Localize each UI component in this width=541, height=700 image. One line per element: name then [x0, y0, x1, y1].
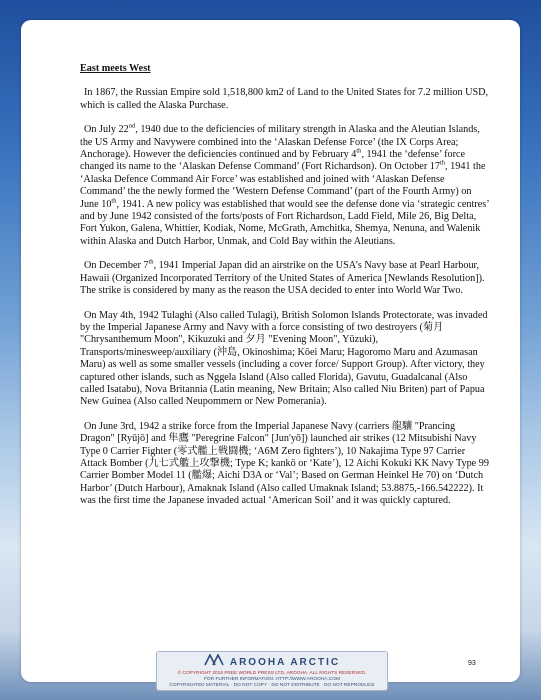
section-heading: East meets West [80, 63, 151, 74]
paragraph-pearl-harbour [80, 260, 492, 297]
para2-sup-4: th [111, 197, 117, 205]
para2-text-5: , 1941. A new policy was established that would see the defense done via ‘strategic centres’ and by June 1942 consisted of the forts/posts of Fort Richardson, Ladd Field, Mile 26, Big Delta, Fort Yukon, Galena, Whittier, Kodiak, Nome, McGrath, Amchitka, Shemya, Nenuna, and Walenik within Alaska and Dutch Harbor, Unmak, and Cold Bay within the Aleutians. [80, 198, 489, 247]
footer-info-link[interactable]: FOR FURTHER INFORMATION: HTTP://WWW.AROOHA.COM [204, 677, 340, 682]
page-number: 93 [468, 660, 476, 667]
paragraph-alaska-purchase: In 1867, the Russian Empire sold 1,518,800 km2 of Land to the United States for 7.2 million USD, which is called the Alaska Purchase. [80, 87, 489, 111]
footer-copyright: © COPYRIGHT 2016 FREE WORLD PRESS LTD, AROOHA. ALL RIGHTS RESERVED. [177, 671, 367, 676]
footer-brand: AROOHA ARCTIC [229, 656, 341, 668]
document-page [21, 20, 520, 682]
footer-banner [156, 651, 388, 691]
para2-sup-2: th [356, 147, 362, 155]
para2-text-1: On July 22 [84, 124, 129, 136]
para3-sup-1: th [148, 258, 154, 266]
para3-text-1: On December 7 [84, 260, 149, 272]
para2-text-4: , 1941 the ‘Alaska Defence Command Air Force’ was established and joined with ‘Alaskan Defense Command’ the the newly formed the ‘Western Defense Command’ (part of the Fourth Army) on June 10 [80, 161, 486, 210]
para3-text-2: , 1941 Imperial Japan did an airstrike on the USA’s Navy base at Pearl Harbour, Hawaii (Organized Incorporated Territory of the United States of America [Newlands Resolution]). The strike is considered by many as the reason the USA decided to enter into World War Two. [80, 260, 485, 297]
paragraph-alaskan-defense [80, 124, 492, 248]
para2-text-2: , 1940 due to the deficiencies of military strength in Alaska and the Aleutian Islands, the US Army and Navywere combined into the ‘Alaskan Defense Force’ (the IX Corps Area; Anchorage). However the deficiencies continued and by February 4 [80, 124, 480, 161]
footer-notice: COPYRIGHTED MATERIAL · DO NOT COPY · DO NOT DISTRIBUTE · DO NOT REPRODUCE [169, 683, 375, 688]
paragraph-tulaghi: On May 4th, 1942 Tulaghi (Also called Tulagi), British Solomon Islands Protectorate, was invaded by the Imperial Japanese Army and Navy with a force consisting of two destroyers (菊月 "Chrysanthemum Moon", Kikuzuki and 夕月 "Evening Moon", Yūzuki), Transports/minesweep/auxiliary (沖島, Okinoshima; Kōei Maru; Hagoromo Maru and Azumasan Maru) as well as some smaller vessels (including a cover force/ Support Group). After victory, they captured other islands, such as Nggela Island (Also called Florida), Gavutu, Guadalcanal (Also called Isatabu), Nova Britannia (Latin meaning, New Britain; Also called Niu Briten) part of Papua New Guinea (Also called Neupommern or New Pomerania). [80, 309, 488, 408]
footer-logo-row [157, 653, 387, 671]
para2-sup-1: nd [128, 122, 136, 130]
para2-sup-3: th [439, 160, 446, 168]
arooha-logo-icon [204, 653, 224, 671]
para2-text-3: , 1941 the ‘defense’ force changed its name to the ‘Alaskan Defense Command’ (Fort Richardson). On October 17 [80, 149, 466, 173]
paragraph-dutch-harbor: On June 3rd, 1942 a strike force from the Imperial Japanese Navy (carriers 龍驤 "Prancing Dragon" [Ryūjō] and 隼鷹 "Peregrine Falcon" [Jun'yō]) launched air strikes (12 Mitsubishi Navy Type 0 Carrier Fighter (零式艦上戦闘機; ‘A6M Zero fighters’), 10 Nakajima Type 97 Carrier Attack Bomber (九七式艦上攻撃機; Type K; kankō or ‘Kate’), 12 Aichi Kokuki KK Navy Type 99 Carrier Bomber Model 11 (艦爆; Aichi D3A or ‘Val’; Based on German Heinkel He 70) on ‘Dutch Harbor’ (Dutch Harbour), Amaknak Island (Also called Umaknak Island; 53.8875,-166.542222). It was the first time the Japanese invaded actual ‘American Soil’ and it was quickly captured. [80, 420, 489, 507]
document-body [80, 63, 492, 520]
